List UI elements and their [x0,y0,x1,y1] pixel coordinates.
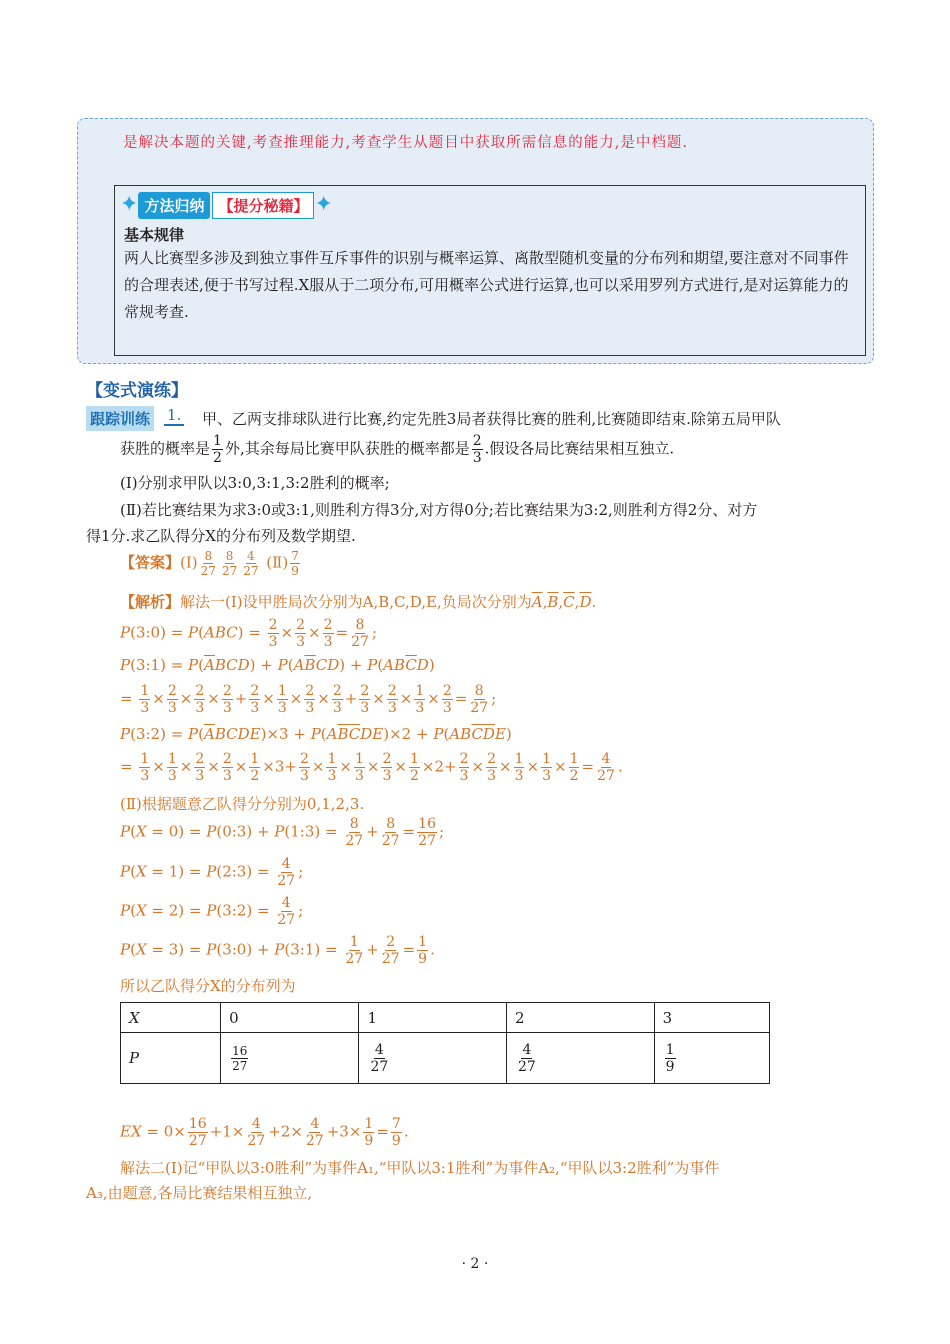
dist-title: 所以乙队得分X的分布列为 [120,977,296,995]
table-cell: P [121,1033,221,1084]
star-icon: ✦ [314,192,333,217]
page-number: · 2 · [461,1256,489,1272]
variant-title: 【变式演练】 [86,381,188,401]
method-2-line-2: A₃,由题意,各局比赛结果相互独立, [86,1184,313,1202]
px0-line: P(X = 0) = P(0:3) + P(1:3) = $\frac{8}{27}$ + $\frac{8}{27}$ = $\frac{16}{27}$ ; [120,816,445,849]
px2-line: P(X = 2) = P(3:2) = $\frac{4}{27}$ ; [120,895,304,928]
expectation-line: EX = 0× $\frac{16}{27}$ +1× $\frac{4}{27}$ +2× $\frac{4}{27}$ +3× $\frac{1}{9}$ = $\frac{7}{9}$ . [120,1116,409,1149]
answer-line: 【答案】(Ⅰ) $\frac{8}{27}$ $\frac{8}{27}$ $\frac{4}{27}$ (Ⅱ) $\frac{7}{9}$ [120,549,299,578]
badge-main: 方法归纳 [138,192,210,219]
star-icon: ✦ [120,192,139,217]
rule-text: 两人比赛型多涉及到独立事件互斥事件的识别与概率运算、离散型随机变量的分布列和期望,要注意对不同事件的合理表述,便于书写过程.X服从于二项分布,可用概率公式进行运算,也可以采用罗列方式进行,是对运算能力的常规考查. [124,249,849,321]
rule-title: 基本规律 [124,226,185,244]
p31-line: P(3:1) = $P(\overline{A}BCD) + P(A\overline{B}CD) + P(AB\overline{C}D)$ [120,656,435,674]
method-2-line-1: 解法二(Ⅰ)记“甲队以3:0胜利”为事件A₁,“甲队以3:1胜利”为事件A₂,“甲队以3:2胜利”为事件 [120,1159,720,1177]
summary-line: 是解决本题的关键,考查推理能力,考查学生从题目中获取所需信息的能力,是中档题. [123,135,688,151]
part-2-line-1: (Ⅱ)若比赛结果为求3:0或3:1,则胜利方得3分,对方得0分;若比赛结果为3:2,则胜利方得2分、对方 [120,501,758,519]
table-cell: 1 [359,1003,507,1033]
table-cell: X [121,1003,221,1033]
table-row [121,1003,770,1033]
part-2-solution: (Ⅱ)根据题意乙队得分分别为0,1,2,3. [120,795,365,813]
track-badge: 跟踪训练 [86,406,154,431]
part-2-line-2: 得1分.求乙队得分X的分布列及数学期望. [86,527,356,545]
table-cell: $\frac{4}{27}$ [507,1033,655,1084]
p32-calc: = $\frac{1}{3}$ × $\frac{1}{3}$ × $\frac{2}{3}$ × $\frac{2}{3}$ × $\frac{1}{2}$ ×3+ $\frac{2}{3}$ × $\frac{1}{3}$ × $\frac{1}{3}$ × $\frac{2}{3}$ × $\frac{1}{2}$ ×2+ $\frac{2}{3}$ × $\frac{2}{3}$ × $\frac{1}{3}$ × $\frac{1}{3}$ × $\frac{1}{2}$ = $\frac{4}{27}$ . [120,751,623,784]
table-cell: 3 [654,1003,769,1033]
p30-line: P(3:0) = P(ABC) = $\frac{2}{3}$ × $\frac{2}{3}$ × $\frac{2}{3}$ = $\frac{8}{27}$ ; [120,617,377,650]
table-cell: $\frac{16}{27}$ [221,1033,359,1084]
p32-line: P(3:2) = $P(\overline{A}BCDE)\times 3 + P(A\overline{B}\overline{C}DE)\times 2 + P(AB\overline{C}\overline{D}E)$ [120,725,512,743]
badge-sub: 【提分秘籍】 [212,192,314,219]
table-cell: 2 [507,1003,655,1033]
part-1: (Ⅰ)分别求甲队以3:0,3:1,3:2胜利的概率; [120,474,390,492]
table-row [121,1033,770,1084]
table-cell: $\frac{1}{9}$ [654,1033,769,1084]
px1-line: P(X = 1) = P(2:3) = $\frac{4}{27}$ ; [120,856,304,889]
p31-calc: = $\frac{1}{3}$ × $\frac{2}{3}$ × $\frac{2}{3}$ × $\frac{2}{3}$ + $\frac{2}{3}$ × $\frac{1}{3}$ × $\frac{2}{3}$ × $\frac{2}{3}$ + $\frac{2}{3}$ × $\frac{2}{3}$ × $\frac{1}{3}$ × $\frac{2}{3}$ = $\frac{8}{27}$ ; [120,683,497,716]
px3-line: P(X = 3) = P(3:0) + P(3:1) = $\frac{1}{27}$ + $\frac{2}{27}$ = $\frac{1}{9}$ . [120,934,435,967]
table-cell: 0 [221,1003,359,1033]
table-cell: $\frac{4}{27}$ [359,1033,507,1084]
stem-line-2: 获胜的概率是 $\frac{1}{2}$ 外,其余每局比赛甲队获胜的概率都是 $\frac{2}{3}$ .假设各局比赛结果相互独立. [120,433,675,466]
problem-number: 1. [164,406,184,426]
method-badge [120,190,333,220]
distribution-table [120,1002,770,1084]
stem-line-1: 甲、乙两支排球队进行比赛,约定先胜3局者获得比赛的胜利,比赛随即结束.除第五局甲队 [202,410,781,428]
solution-intro: 【解析】解法一(Ⅰ)设甲胜局次分别为A,B,C,D,E,负局次分别为$\overline{A},\overline{B},\overline{C},\overline{D}$. [120,593,597,611]
